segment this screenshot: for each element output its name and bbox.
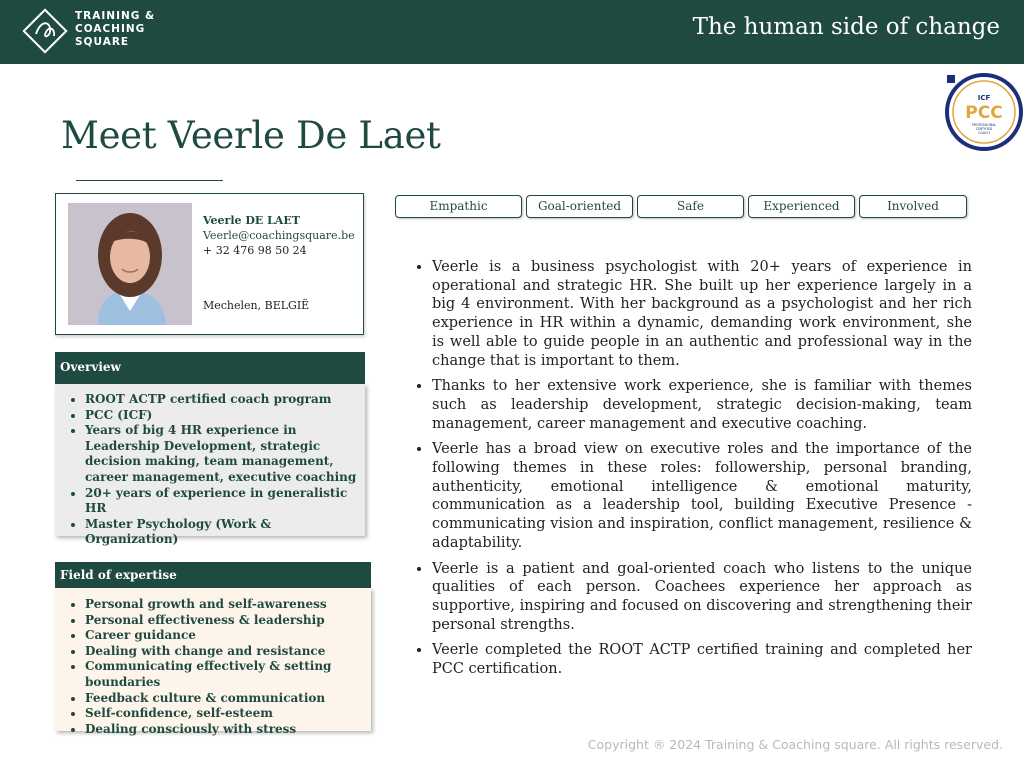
expertise-header: Field of expertise: [55, 562, 371, 588]
header-bar: [0, 0, 1024, 64]
icf-pcc-badge-icon: [944, 72, 1024, 152]
trait-tag: Safe: [637, 195, 744, 218]
list-item: • Years of big 4 HR experience in Leadership Development, strategic decision making, team management, career management, executive coaching: [85, 423, 365, 485]
trait-tag: Experienced: [748, 195, 855, 218]
list-item: • Master Psychology (Work & Organization): [85, 517, 365, 548]
profile-email: Veerle@coachingsquare.be: [203, 229, 355, 242]
list-item: • Dealing with change and resistance: [85, 644, 371, 660]
badge-org: ICF: [977, 94, 991, 102]
list-item: • Feedback culture & communication: [85, 691, 371, 707]
badge-bottom-line: COACH: [978, 131, 990, 135]
bio-paragraph: • Veerle is a patient and goal-oriented coach who listens to the unique qualities of each person. Coachees experience her approach as supportive, inspiring and focused on discovering and strengthening their personal strengths.: [432, 560, 972, 635]
bio-paragraph: • Veerle completed the ROOT ACTP certified training and completed her PCC certification.: [432, 641, 972, 678]
bio-list: [402, 258, 972, 686]
tagline: The human side of change: [692, 14, 1000, 40]
overview-header: Overview: [55, 352, 365, 384]
list-item: • 20+ years of experience in generalistic HR: [85, 486, 365, 517]
badge-bottom-line: PROFESSIONAL: [971, 123, 997, 127]
expertise-box: [55, 588, 371, 736]
list-item: • PCC (ICF): [85, 408, 365, 424]
list-item: • Communicating effectively & setting boundaries: [85, 659, 371, 690]
copyright-footer: Copyright ® 2024 Training & Coaching square. All rights reserved.: [587, 737, 1003, 752]
list-item: • Personal effectiveness & leadership: [85, 613, 371, 629]
trait-tag: Empathic: [395, 195, 522, 218]
overview-box: [55, 384, 365, 547]
profile-phone: + 32 476 98 50 24: [203, 244, 307, 257]
profile-card: [55, 193, 364, 335]
badge-level: PCC: [965, 103, 1003, 123]
logo-icon: [22, 8, 68, 54]
expertise-list: [55, 597, 371, 737]
page-title: Meet Veerle De Laet: [61, 114, 441, 157]
title-underline: [76, 180, 223, 181]
list-item: • Self-confidence, self-esteem: [85, 706, 371, 722]
list-item: • ROOT ACTP certified coach program: [85, 392, 365, 408]
logo-line: TRAINING &: [75, 10, 156, 22]
logo-wordmark: [75, 10, 155, 49]
logo-line: COACHING: [75, 23, 146, 35]
list-item: • Personal growth and self-awareness: [85, 597, 371, 613]
trait-tag: Involved: [859, 195, 967, 218]
list-item: • Dealing consciously with stress: [85, 722, 371, 738]
bio-paragraph: • Veerle has a broad view on executive roles and the importance of the following themes in these roles: followership, personal branding, authenticity, emotional intelligence & emotional maturity, communication as a leadership tool, building Executive Presence - communicating vision and inspiration, conflict management, resilience & adaptability.: [432, 440, 972, 552]
profile-name: Veerle DE LAET: [203, 214, 300, 227]
bio-paragraph: • Thanks to her extensive work experience, she is familiar with themes such as leadership development, strategic decision-making, team management, career management and executive coaching.: [432, 377, 972, 433]
trait-tag: Goal-oriented: [526, 195, 633, 218]
overview-list: [55, 392, 365, 548]
profile-location: Mechelen, BELGIË: [203, 299, 310, 312]
list-item: • Career guidance: [85, 628, 371, 644]
profile-photo: [68, 203, 192, 325]
badge-bottom-line: CERTIFIED: [975, 127, 993, 131]
bio-paragraph: • Veerle is a business psychologist with 20+ years of experience in operational and strategic HR. She built up her experience largely in a big 4 environment. With her background as a psychologist and her rich experience in HR within a dynamic, demanding work environment, she is well able to guide people in an authentic and professional way in the change that is important to them.: [432, 258, 972, 370]
logo-line: SQUARE: [75, 36, 130, 48]
